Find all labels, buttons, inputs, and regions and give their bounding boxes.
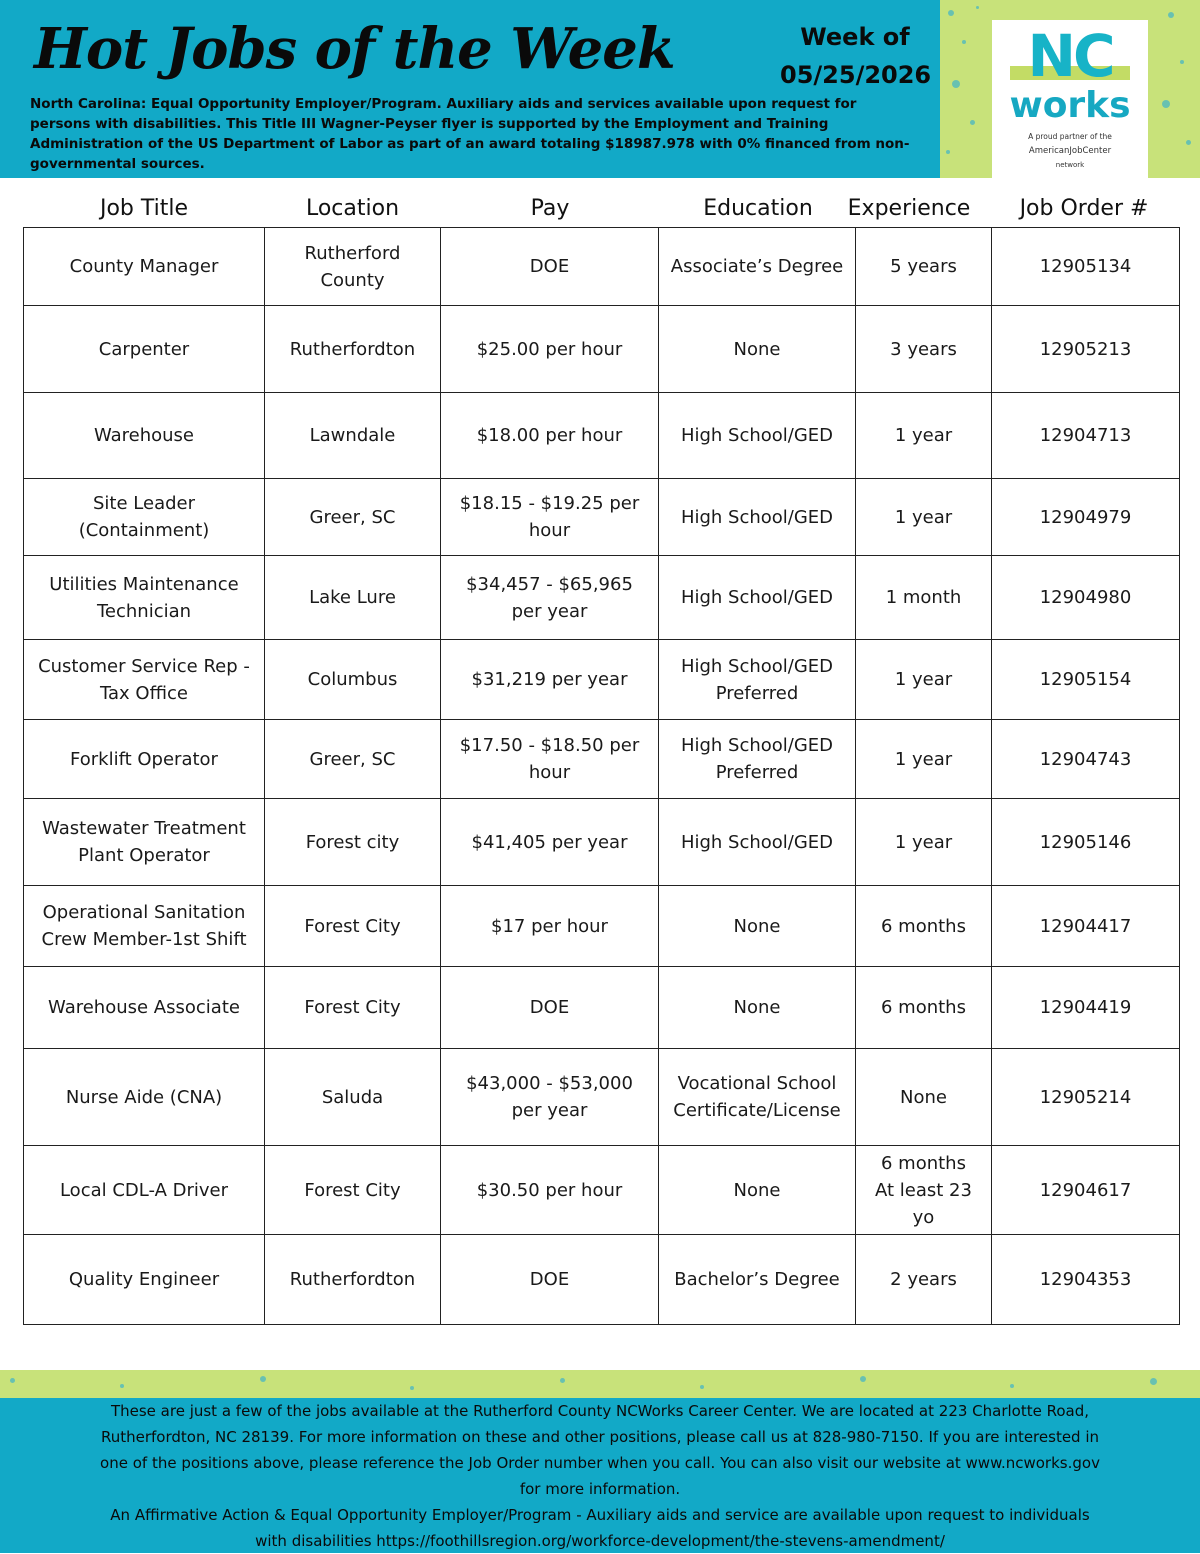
cell-location: Lawndale <box>265 393 441 479</box>
logo-nc-text: NC <box>1000 24 1140 88</box>
cell-job-title: Customer Service Rep - Tax Office <box>24 640 265 720</box>
cell-location: Rutherford County <box>265 228 441 306</box>
logo-panel <box>940 0 1200 178</box>
logo-ajc-text: AmericanJobCenter <box>1028 146 1112 156</box>
cell-location: Forest City <box>265 1146 441 1235</box>
cell-education: High School/GED <box>659 556 856 640</box>
cell-experience: 6 months At least 23 yo <box>856 1146 992 1235</box>
cell-experience: 1 year <box>856 393 992 479</box>
cell-location: Forest City <box>265 886 441 967</box>
cell-job-order: 12904617 <box>992 1146 1180 1235</box>
ncworks-logo <box>992 20 1148 178</box>
cell-experience: 6 months <box>856 967 992 1049</box>
cell-location: Rutherfordton <box>265 306 441 393</box>
table-row <box>24 228 1180 306</box>
cell-job-title: Local CDL-A Driver <box>24 1146 265 1235</box>
cell-location: Greer, SC <box>265 479 441 556</box>
cell-education: High School/GED <box>659 479 856 556</box>
cell-location: Lake Lure <box>265 556 441 640</box>
cell-job-title: Quality Engineer <box>24 1235 265 1325</box>
cell-pay: $30.50 per hour <box>441 1146 659 1235</box>
cell-education: None <box>659 306 856 393</box>
cell-pay: $18.00 per hour <box>441 393 659 479</box>
col-job-title: Job Title <box>99 196 189 221</box>
footer-accent-band <box>0 1370 1200 1398</box>
cell-pay: $17 per hour <box>441 886 659 967</box>
table-row <box>24 640 1180 720</box>
cell-education: None <box>659 1146 856 1235</box>
cell-job-title: Nurse Aide (CNA) <box>24 1049 265 1146</box>
table-row <box>24 967 1180 1049</box>
cell-experience: 1 year <box>856 479 992 556</box>
cell-pay: $17.50 - $18.50 per hour <box>441 720 659 799</box>
cell-job-order: 12905134 <box>992 228 1180 306</box>
table-row <box>24 393 1180 479</box>
column-headers <box>24 190 1179 228</box>
cell-location: Rutherfordton <box>265 1235 441 1325</box>
col-location: Location <box>305 196 400 221</box>
cell-experience: 2 years <box>856 1235 992 1325</box>
cell-education: High School/GED <box>659 799 856 886</box>
cell-job-title: Site Leader (Containment) <box>24 479 265 556</box>
col-pay: Pay <box>530 196 570 221</box>
cell-job-title: Forklift Operator <box>24 720 265 799</box>
week-label: Week of <box>800 23 910 51</box>
cell-job-order: 12905213 <box>992 306 1180 393</box>
cell-pay: DOE <box>441 967 659 1049</box>
cell-job-order: 12904980 <box>992 556 1180 640</box>
table-row <box>24 799 1180 886</box>
cell-job-order: 12904353 <box>992 1235 1180 1325</box>
eeo-notice: North Carolina: Equal Opportunity Employer/Program. Auxiliary aids and services available upon request for persons with disabilities. This Title III Wagner-Peyser flyer is supported by the Employment and Training Administration of the US Department of Labor as part of an award totaling $18987.978 with 0% financed from non-governmental sources. <box>30 96 910 172</box>
table-row <box>24 720 1180 799</box>
cell-experience: 5 years <box>856 228 992 306</box>
logo-network-text: network <box>1055 161 1085 169</box>
table-row <box>24 1146 1180 1235</box>
cell-location: Forest City <box>265 967 441 1049</box>
cell-experience: 1 year <box>856 799 992 886</box>
cell-job-order: 12904417 <box>992 886 1180 967</box>
header-banner <box>0 0 940 178</box>
cell-job-title: Wastewater Treatment Plant Operator <box>24 799 265 886</box>
jobs-table <box>23 227 1180 1325</box>
table-row <box>24 886 1180 967</box>
table-row <box>24 556 1180 640</box>
cell-experience: 1 month <box>856 556 992 640</box>
week-of <box>780 18 930 94</box>
cell-pay: DOE <box>441 228 659 306</box>
cell-job-order: 12904743 <box>992 720 1180 799</box>
cell-job-order: 12905154 <box>992 640 1180 720</box>
cell-education: Vocational School Certificate/License <box>659 1049 856 1146</box>
cell-pay: $31,219 per year <box>441 640 659 720</box>
footer-eeo-text: An Affirmative Action & Equal Opportunity Employer/Program - Auxiliary aids and service are available upon request to individuals with disabilities https://foothillsregion.org/workforce-development/the-stevens-amendment/ <box>110 1506 1090 1550</box>
cell-education: Associate’s Degree <box>659 228 856 306</box>
cell-location: Forest city <box>265 799 441 886</box>
page-title: Hot Jobs of the Week <box>34 16 675 82</box>
cell-job-order: 12905214 <box>992 1049 1180 1146</box>
cell-job-title: Utilities Maintenance Technician <box>24 556 265 640</box>
cell-education: None <box>659 967 856 1049</box>
cell-location: Greer, SC <box>265 720 441 799</box>
cell-job-title: Carpenter <box>24 306 265 393</box>
logo-works-text: works <box>1009 85 1131 126</box>
week-date: 05/25/2026 <box>780 61 932 89</box>
cell-location: Saluda <box>265 1049 441 1146</box>
cell-job-order: 12904979 <box>992 479 1180 556</box>
cell-job-order: 12904419 <box>992 967 1180 1049</box>
footer-info <box>100 1398 1100 1554</box>
cell-pay: $25.00 per hour <box>441 306 659 393</box>
cell-job-order: 12904713 <box>992 393 1180 479</box>
cell-education: None <box>659 886 856 967</box>
cell-experience: 3 years <box>856 306 992 393</box>
cell-job-title: Warehouse Associate <box>24 967 265 1049</box>
footer <box>0 1398 1200 1553</box>
cell-education: Bachelor’s Degree <box>659 1235 856 1325</box>
cell-job-title: County Manager <box>24 228 265 306</box>
cell-location: Columbus <box>265 640 441 720</box>
cell-pay: $18.15 - $19.25 per hour <box>441 479 659 556</box>
table-row <box>24 306 1180 393</box>
table-row <box>24 1049 1180 1146</box>
cell-pay: DOE <box>441 1235 659 1325</box>
col-job-order: Job Order # <box>1019 196 1149 221</box>
cell-education: High School/GED Preferred <box>659 640 856 720</box>
cell-education: High School/GED <box>659 393 856 479</box>
cell-experience: 1 year <box>856 640 992 720</box>
cell-experience: 6 months <box>856 886 992 967</box>
cell-experience: None <box>856 1049 992 1146</box>
cell-job-title: Warehouse <box>24 393 265 479</box>
cell-education: High School/GED Preferred <box>659 720 856 799</box>
table-row <box>24 479 1180 556</box>
cell-pay: $43,000 - $53,000 per year <box>441 1049 659 1146</box>
table-row <box>24 1235 1180 1325</box>
cell-job-order: 12905146 <box>992 799 1180 886</box>
logo-partner-text: A proud partner of the <box>1028 132 1112 141</box>
col-experience: Experience <box>847 196 971 221</box>
cell-pay: $34,457 - $65,965 per year <box>441 556 659 640</box>
footer-career-center-text: These are just a few of the jobs available at the Rutherford County NCWorks Career Center. We are located at 223 Charlotte Road, Rutherfordton, NC 28139. For more information on these and other positions, please call us at 828-980-7150. If you are interested in one of the positions above, please reference the Job Order number when you call. You can also visit our website at www.ncworks.gov for more information. <box>100 1402 1100 1498</box>
cell-job-title: Operational Sanitation Crew Member-1st Shift <box>24 886 265 967</box>
col-education: Education <box>703 196 813 221</box>
cell-experience: 1 year <box>856 720 992 799</box>
cell-pay: $41,405 per year <box>441 799 659 886</box>
